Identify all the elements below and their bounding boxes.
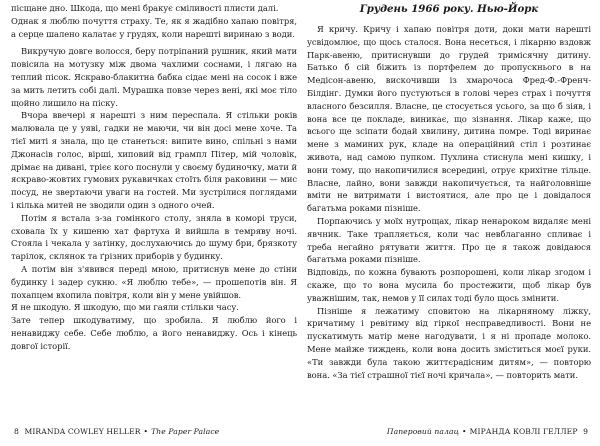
footer-book-title: The Paper Palace [151, 427, 220, 436]
footer-author: МІРАНДА КОВЛІ ГЕЛЛЕР [469, 427, 578, 436]
footer-book-title: Паперовий палац [386, 427, 460, 436]
footer-author: MIRANDA COWLEY HELLER [24, 427, 141, 436]
paragraph: А потім він з'явився переді мною, притиснув мене до стіни будинку і задер сукню. «Я люблю тебе», — прошепотів він. Я похапцем вхопила повітря, коли він у мене увійшов. Я не шкодую. Я шкодую, що ми гаяли стільки часу. Зате тепер шкодуватиму, що зробила. Я люблю його і ненавиджу себе. Себе люблю, а його ненавиджу. Ось і кінець довгої історії. [11, 263, 297, 351]
paragraph: Порпаючись у моїх нутрощах, лікар ненароком видаляє мені явчник. Таке трапляється, коли час невблаганно спливає і треба негайно рятувати життя. Про це я також довідаюся багатьма роками пізніше. Відповідь, по кожна бувають розпорошені, коли лікар згодом і скаже, що то вона мусила бо простежити, щоб лікар був уважнішим, так, немов у її силах тоді було щось змінити. [307, 215, 591, 303]
bullet-separator: • [462, 427, 467, 436]
left-running-footer [11, 427, 219, 437]
paragraph: Викручую довге волосся, беру потріпаний рушник, який мати повісила на мотузку між двома чахлими соснами, і лягаю на теплий пісок. Яскраво-блакитна бабка сідає мені на сосок і вже за мить летить собі далі. Мурашка повзе через вені, які моє тіло щойно лишило на піску. [11, 46, 297, 108]
paragraph: Пізніше я лежатиму сповитою на лікарняному ліжку, кричатиму і ревітиму від гіркої несправедливості. Вони не пускатимуть матір мене нагодувати, і я ні пропаде молоко. Мене майже тиждень, коли вона досить зміститься моєї руки. «Ти завжди була такою життєрадісним дитям», — повторю вона. «За тієї страшної тієї ночі кричала», — повторить мати. [307, 305, 591, 380]
right-page [307, 2, 591, 381]
paragraph: Потім я встала з-за гомінкого столу, зняла в коморі труси, сховала їх у кишеню хат фартуха й вийшла в темряву ночі. Стояла і чекала у затінку, дослухаючись до шуму бри, брязкоту тарілок, склянок та ґрізних приборів у будинку. [11, 212, 297, 262]
paragraph: Вчора ввечері я нарешті з ним переспала. Я стільки років малювала це у уяві, гадки не маючи, чи він досі мене хоче. Та тієї миті я знала, що це станеться: випите вино, спільні з нами Джонасів голос, вірші, хиповий від грампл Пітер, мій чоловік, дрімає на дивані, трієє кого поснули у своєму будиночку, мати й яскраво-жовтих гумових рукавичках стоїть біля раковини — мис посуд, не звертаючи уваги на гостей. Ми зустрілися поглядами і кілька митей не зводили один з одного очей. [11, 110, 297, 210]
left-page [11, 2, 297, 353]
page-number: 8 [14, 427, 19, 436]
right-running-footer [387, 427, 591, 437]
section-title: Грудень 1966 року. Нью-Йорк [359, 3, 539, 15]
paragraph: Я кричу. Кричу і хапаю повітря доти, доки мати нарешті усвідомлює, що щось сталося. Вона несеться, і лікарню вздовж Парк-авеню, притиснувши до грудей тримісячну дитину. Батько б сій біжить із портфелем до пропускнього в на Медісон-авеню, вискочивши із хмарочоса Фред-Ф.-Френч-Білдінг. Думки його пустуються в голові через страх і почуття власного безсилля. Власне, це стосується усього, за що б зіяв, і вона все це покладе, виникає, що зізнання. Лікар каже, що всього ще зсіпати бодай хвилину, дитина помре. Тоді виринає мене з маминих рук, кладе на операційний стіл і розтинає живота, над самою пупком. Пухлина стиснула мені кишку, і вони тому, що накопичилися всередині, отрує крихітне тільце. Власне, лайно, вони завжди накопичується, та найголовніше вміти не витримати і вистоятися, але про це і довідалося багатьма роками пізніше. [307, 24, 591, 214]
page-number: 9 [583, 427, 588, 436]
paragraph: пісщане дно. Шкода, що мені бракує сміливості плисти далі. Однак я люблю почуття страху. Те, як я жадібно хапаю повітря, а серце шалено калатає у грудях, коли нарешті виринаю з води. [11, 3, 297, 39]
bullet-separator: • [143, 427, 149, 436]
